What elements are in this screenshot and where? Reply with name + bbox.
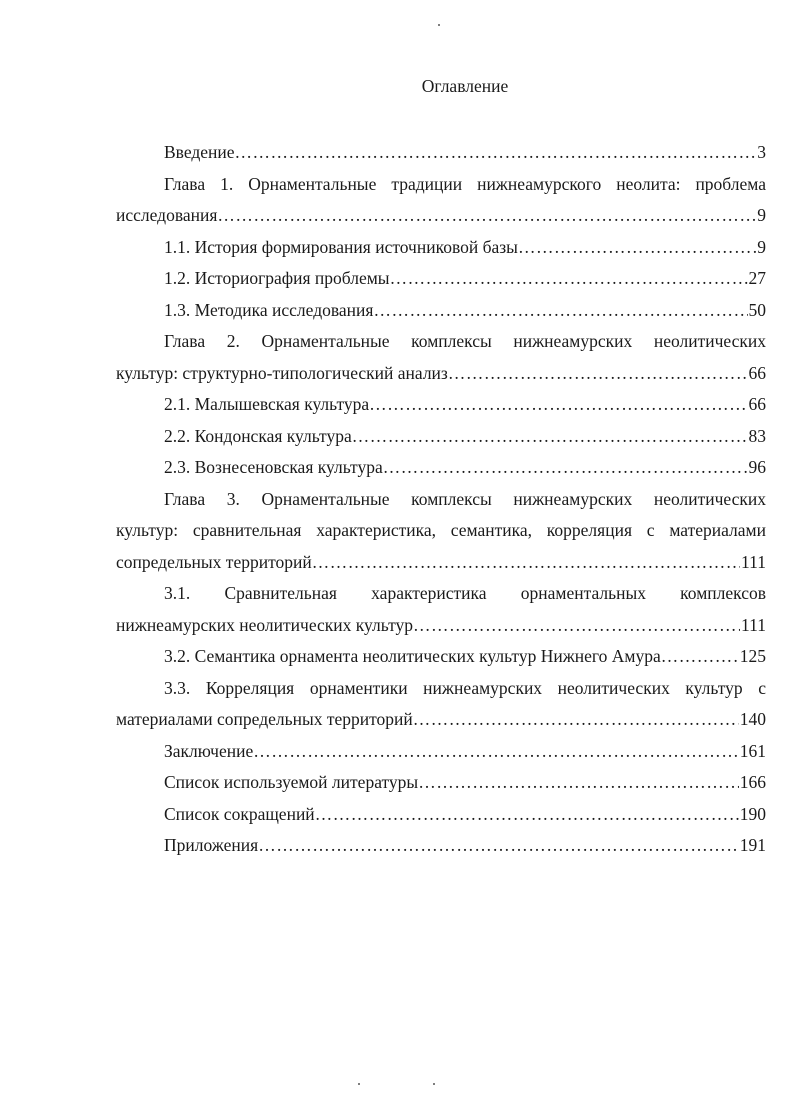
dot-leader — [253, 736, 739, 768]
toc-entry-literature[interactable] — [116, 767, 766, 799]
toc-entry-conclusion[interactable] — [116, 736, 766, 768]
toc-chapter-2-heading[interactable]: Глава 2. Орнаментальные комплексы нижнеамурских неолитических — [164, 331, 766, 351]
dot-leader — [413, 610, 740, 642]
toc-entry-label: Введение — [164, 142, 235, 162]
dot-leader — [258, 830, 739, 862]
dot-leader — [413, 704, 739, 736]
toc-section-1-3[interactable] — [116, 295, 766, 327]
toc-section-1-2[interactable] — [116, 263, 766, 295]
toc-entry-introduction[interactable] — [116, 137, 766, 169]
page-title: Оглавление — [421, 76, 509, 96]
toc-entry-label: Список сокращений — [164, 803, 315, 824]
toc-entry-label: 1.1. История формирования источниковой базы — [164, 236, 518, 257]
toc-page-number: 96 — [748, 457, 766, 477]
toc-entry-label: материалами сопредельных территорий — [116, 709, 413, 729]
dot-leader — [661, 641, 739, 673]
toc-entry-appendices[interactable] — [116, 830, 766, 862]
dot-leader — [448, 358, 748, 390]
toc-page-number: 191 — [739, 835, 766, 855]
scan-speck — [358, 1083, 360, 1085]
dot-leader — [312, 547, 740, 579]
dot-leader — [217, 200, 756, 232]
toc-section-3-1-end[interactable] — [116, 610, 766, 642]
toc-section-1-1[interactable] — [116, 232, 766, 264]
toc-entry-label: нижнеамурских неолитических культур — [116, 614, 413, 635]
toc-chapter-3-heading-cont[interactable]: культур: сравнительная характеристика, семантика, корреляция с материалами — [116, 520, 766, 540]
toc-entry-label: 1.3. Методика исследования — [164, 299, 374, 320]
toc-page-number: 111 — [741, 551, 766, 572]
dot-leader — [383, 452, 748, 484]
toc-chapter-3-heading[interactable]: Глава 3. Орнаментальные комплексы нижнеамурских неолитических — [164, 488, 766, 509]
toc-section-3-1[interactable]: 3.1. Сравнительная характеристика орнаментальных комплексов — [164, 583, 766, 603]
toc-page-number: 9 — [757, 205, 766, 225]
toc-entry-label: Приложения — [164, 835, 259, 855]
dot-leader — [369, 389, 747, 421]
toc-chapter-3-heading-end[interactable] — [116, 547, 766, 579]
toc-page-number: 50 — [748, 299, 766, 320]
toc-entry-label: сопредельных территорий — [116, 551, 312, 572]
dot-leader — [373, 295, 747, 327]
dot-leader — [352, 421, 748, 453]
toc-entry-label: 2.1. Малышевская культура — [164, 394, 370, 414]
toc-page-number: 66 — [748, 394, 766, 414]
toc-page-number: 125 — [739, 646, 766, 666]
table-of-contents — [116, 137, 766, 862]
toc-page-number: 140 — [739, 709, 766, 729]
dot-leader — [235, 137, 757, 169]
toc-chapter-2-heading-end[interactable] — [116, 358, 766, 390]
toc-page-number: 190 — [739, 803, 766, 824]
toc-entry-label: исследования — [116, 205, 218, 225]
toc-entry-label: культур: структурно-типологический анализ — [116, 362, 448, 383]
toc-entry-label: 2.3. Вознесеновская культура — [164, 457, 383, 477]
toc-section-3-3-end[interactable] — [116, 704, 766, 736]
toc-section-3-3[interactable]: 3.3. Корреляция орнаментики нижнеамурских неолитических культур с — [164, 677, 766, 698]
toc-chapter-1-heading-end[interactable] — [116, 200, 766, 232]
toc-page-number: 166 — [739, 772, 766, 792]
toc-page-number: 83 — [748, 425, 766, 446]
toc-section-2-2[interactable] — [116, 421, 766, 453]
scan-speck — [438, 24, 440, 26]
toc-page-number: 27 — [748, 268, 766, 288]
dot-leader — [518, 232, 756, 264]
scan-speck — [433, 1083, 435, 1085]
toc-chapter-1-heading[interactable]: Глава 1. Орнаментальные традиции нижнеамурского неолита: проблема — [164, 173, 766, 194]
dot-leader — [315, 799, 739, 831]
toc-entry-label: 1.2. Историография проблемы — [164, 268, 390, 288]
toc-entry-label: 3.2. Семантика орнамента неолитических культур Нижнего Амура — [164, 646, 661, 666]
toc-page-number: 3 — [757, 142, 766, 162]
toc-entry-label: Заключение — [164, 740, 254, 761]
toc-page-number: 111 — [741, 614, 766, 635]
toc-page-number: 161 — [739, 740, 766, 761]
toc-entry-label: Список используемой литературы — [164, 772, 419, 792]
toc-section-3-2[interactable] — [116, 641, 766, 673]
toc-page-number: 9 — [757, 236, 766, 257]
toc-page-number: 66 — [748, 362, 766, 383]
toc-entry-label: 2.2. Кондонская культура — [164, 425, 352, 446]
dot-leader — [390, 263, 748, 295]
toc-section-2-1[interactable] — [116, 389, 766, 421]
toc-section-2-3[interactable] — [116, 452, 766, 484]
dot-leader — [418, 767, 739, 799]
toc-entry-abbreviations[interactable] — [116, 799, 766, 831]
